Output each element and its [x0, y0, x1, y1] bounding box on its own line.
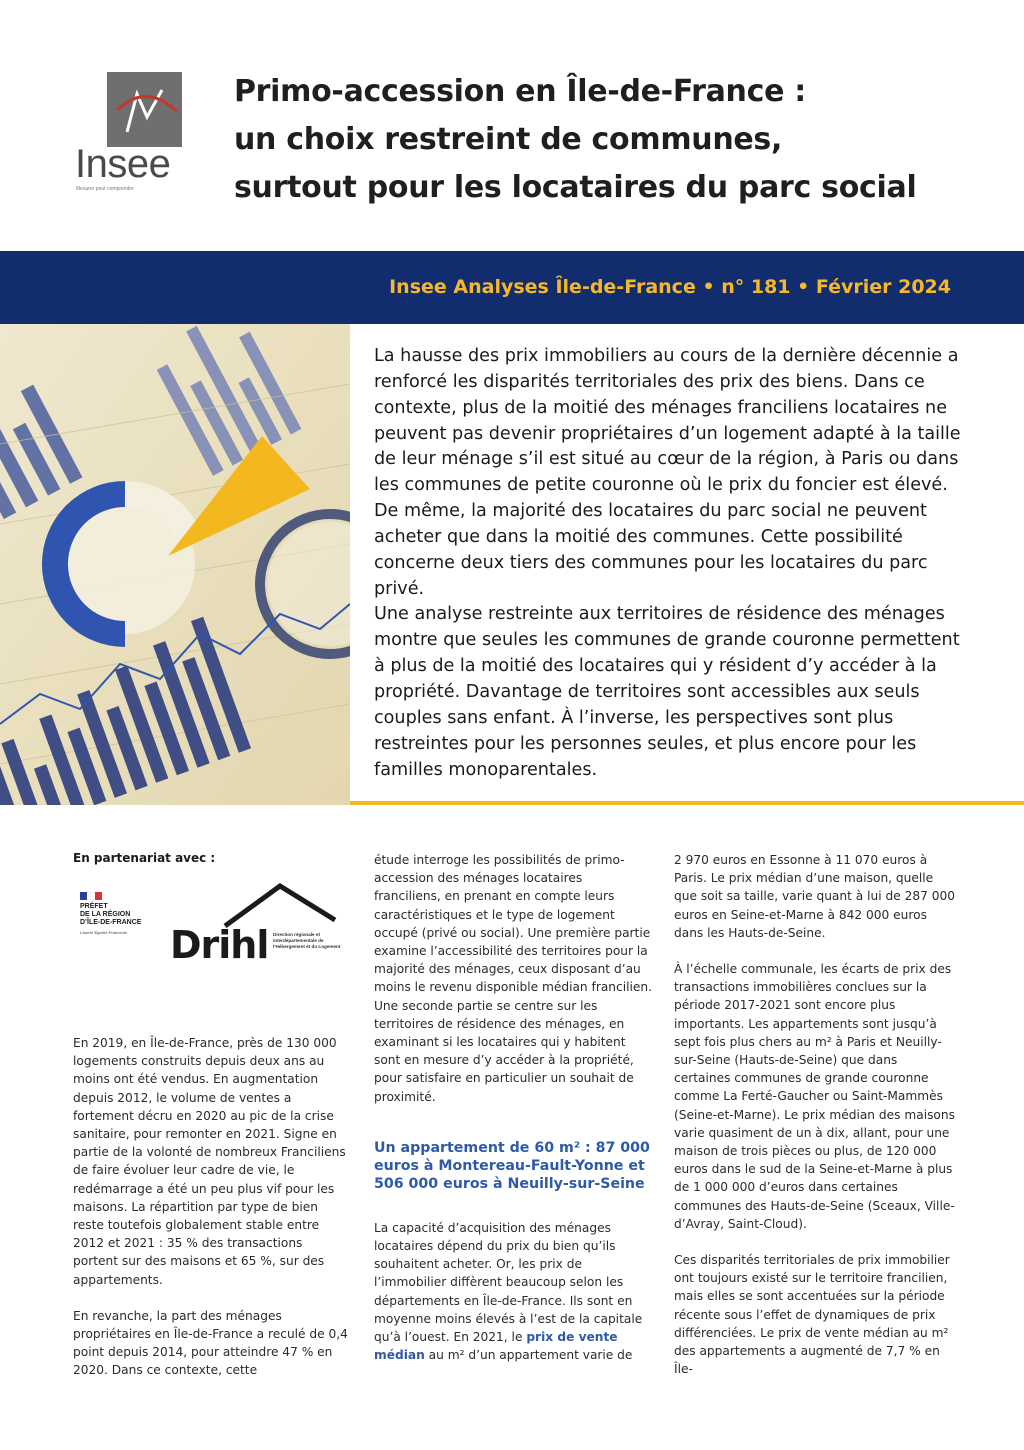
logo-mark: [107, 72, 182, 147]
body-paragraph: [374, 1219, 652, 1365]
body-paragraph: étude interroge les possibilités de primo-accession des ménages locataires franciliens, en prenant en compte leurs caractéristiques et le type de logement occupé (privé ou social). Une première partie examine l’accessibilité des territoires pour la majorité des ménages, ceux disposant d’au moins le revenu disponible médian francilien. Une seconde partie se centre sur les territoires de résidence des ménages, en examinant si les locataires qui y habitent sont en mesure d’y accéder à la propriété, pour satisfaire en particulier un souhait de proximité.: [374, 853, 652, 1104]
body-paragraph: 2 970 euros en Essonne à 11 070 euros à Paris. Le prix médian d’une maison, quelle que soit sa taille, varie quant à lui de 287 000 euros en Seine-et-Marne à 842 000 euros dans les Hauts-de-Seine.: [674, 853, 955, 940]
prefet-logo: [80, 892, 170, 962]
hero-illustration: [0, 324, 350, 805]
paragraph-text: La capacité d’acquisition des ménages locataires dépend du prix du bien qu’ils souhaitent acheter. Or, les prix de l’immobilier diffèrent beaucoup selon les départements en Île-de-France. Ils sont en moyenne moins élevés à l’est de la capitale qu’à l’ouest. En 2021, le: [374, 1220, 643, 1345]
logo-wordmark: Insee: [75, 142, 171, 186]
title-line-3: surtout pour les locataires du parc social: [234, 170, 917, 205]
publication-band: [0, 251, 1024, 324]
glossary-link[interactable]: prix de vente médian: [374, 1330, 618, 1363]
abstract-paragraph: Une analyse restreinte aux territoires de résidence des ménages montre que seules les communes de grande couronne permettent à plus de la moitié des locataires qui y résident d’y accéder à la propriété. Davantage de territoires sont accessibles aux seuls couples sans enfant. À l’inverse, les perspectives sont plus restreintes pour les personnes seules, et plus encore pour les familles monoparentales.: [374, 604, 960, 780]
title-line-1: Primo-accession en Île-de-France :: [234, 74, 806, 109]
section-subheading: Un appartement de 60 m² : 87 000 euros à Montereau-Fault-Yonne et 506 000 euros à Neuilly-sur-Seine: [374, 1139, 650, 1192]
abstract: [374, 344, 974, 783]
insee-logo: [72, 70, 184, 196]
body-paragraph: À l’échelle communale, les écarts de prix des transactions immobilières conclues sur la période 2017-2021 sont encore plus importants. Les appartements sont jusqu’à sept fois plus chers au m² à Paris et Neuilly-sur-Seine (Hauts-de-Seine) que dans certaines communes de grande couronne comme La Ferté-Gaucher ou Saint-Mammès (Seine-et-Marne). Le prix médian des maisons varie quasiment de un à dix, allant, pour une maison de trois pièces ou plus, de 120 000 euros dans le sud de la Seine-et-Marne à plus de 1 000 000 d’euros dans certaines communes des Hauts-de-Seine (Sceaux, Ville-d’Avray, Saint-Cloud).: [674, 962, 955, 1231]
section-divider: [350, 801, 1024, 805]
publication-reference: Insee Analyses Île-de-France • n° 181 • Février 2024: [389, 276, 951, 298]
prefet-line: D’ÎLE-DE-FRANCE: [80, 919, 142, 926]
title-line-2: un choix restreint de communes,: [234, 122, 783, 157]
page-title: [234, 68, 994, 212]
prefet-line: PRÉFET: [80, 903, 108, 910]
prefet-line: DE LA RÉGION: [80, 911, 131, 918]
prefet-motto: Liberté Égalité Fraternité: [80, 930, 128, 935]
body-column-2: [374, 851, 652, 1382]
logo-tagline: Mesurer pour comprendre: [76, 186, 134, 192]
paragraph-text: au m² d’un appartement varie de: [424, 1348, 633, 1363]
body-paragraph: En 2019, en Île-de-France, près de 130 000 logements construits depuis deux ans au moins ont été vendus. En augmentation depuis 2012, le volume de ventes a fortement décru en 2020 au pic de la crise sanitaire, pour remonter en 2021. Signe en partie de la volonté de nombreux Franciliens de faire évoluer leur cadre de vie, le redémarrage a été un peu plus vif pour les maisons. La répartition par type de bien reste toutefois globalement stable entre 2012 et 2021 : 35 % des transactions portent sur des maisons et 65 %, sur des appartements.: [73, 1036, 346, 1287]
body-column-1: [73, 1034, 349, 1398]
body-paragraph: En revanche, la part des ménages propriétaires en Île-de-France a reculé de 0,4 point depuis 2014, pour atteindre 47 % en 2020. Dans ce contexte, cette: [73, 1308, 348, 1378]
drihl-description: Direction régionale et interdépartementale de l’Hébergement et du Logement: [273, 932, 341, 949]
body-paragraph: Ces disparités territoriales de prix immobilier ont toujours existé sur le territoire francilien, mais elles se sont accentuées sur la période récente sous l’effet de dynamiques de prix différenciées. Le prix de vente médian au m² des appartements a augmenté de 7,7 % en Île-: [674, 1253, 950, 1377]
drihl-wordmark: Drihl: [170, 923, 269, 967]
abstract-paragraph: La hausse des prix immobiliers au cours de la dernière décennie a renforcé les disparités territoriales des prix des biens. Dans ce contexte, plus de la moitié des ménages franciliens locataires ne peuvent pas devenir propriétaires d’un logement adapté à la taille de leur ménage s’il est situé au cœur de la région, à Paris ou dans les communes de petite couronne où le prix du foncier est élevé. De même, la majorité des locataires du parc social ne peuvent acheter que dans la moitié des communes. Cette possibilité concerne deux tiers des communes pour les locataires du parc privé.: [374, 346, 961, 599]
partner-label: En partenariat avec :: [73, 851, 216, 865]
drihl-logo: [170, 880, 355, 970]
body-column-3: [674, 851, 956, 1396]
flag-icon: [80, 892, 102, 900]
